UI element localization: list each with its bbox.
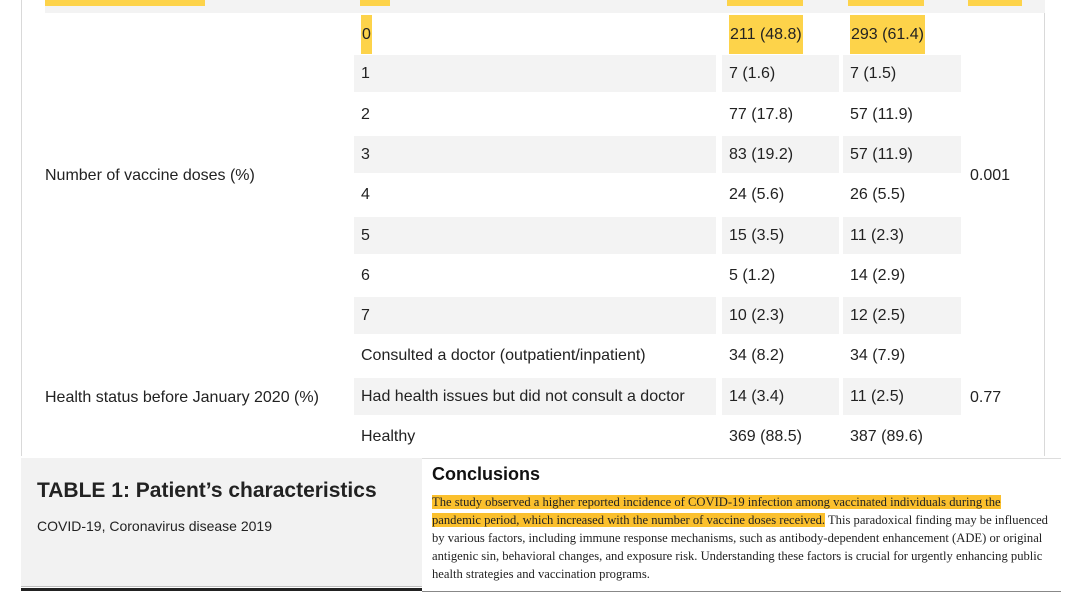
category-cell	[354, 217, 716, 254]
partial-highlight	[848, 0, 924, 6]
value-cell-group2	[843, 337, 961, 374]
value-cell-group2	[843, 257, 961, 294]
row-group-label: Number of vaccine doses (%)	[45, 167, 255, 185]
cell-text: 1	[361, 65, 370, 83]
cell-text: 3	[361, 145, 370, 163]
value-cell-group1	[722, 378, 839, 415]
cell-text: Consulted a doctor (outpatient/inpatient)	[361, 347, 646, 365]
conclusions-heading: Conclusions	[432, 464, 541, 484]
cell-text: 7 (1.5)	[850, 65, 897, 83]
cell-text: 0	[361, 15, 372, 54]
cell-text: Had health issues but did not consult a doctor	[361, 387, 685, 405]
partial-highlight	[360, 0, 390, 6]
value-cell-group2	[843, 55, 961, 92]
value-cell-group1	[722, 418, 839, 455]
value-cell-group2	[843, 176, 961, 213]
cell-text: 387 (89.6)	[850, 428, 923, 445]
p-value-cell: 0.001	[970, 167, 1011, 185]
cell-text: 369 (88.5)	[729, 428, 802, 445]
value-cell-group1	[722, 55, 839, 92]
value-cell-group2	[843, 418, 961, 455]
partial-highlight	[968, 0, 1022, 6]
cell-text: 14 (3.4)	[729, 387, 785, 405]
category-cell	[354, 55, 716, 92]
caption-title: TABLE 1: Patient’s characteristics	[37, 479, 377, 502]
cell-text: 77 (17.8)	[729, 105, 794, 123]
conclusions-rest-text: This paradoxical finding may be influenced by various factors, including immune response mechanisms, such as antibody-dependent enhancement (ADE) or original antigenic sin, behavioral changes, and exposure risk. Understanding these factors is crucial for urgently enhancing public health strategies and vaccination programs.	[432, 513, 1048, 581]
value-cell-group1	[722, 257, 839, 294]
cell-text: 5	[361, 226, 370, 244]
value-cell-group1	[722, 136, 839, 173]
cell-text: 7	[361, 307, 370, 325]
category-cell	[354, 378, 716, 415]
cell-text: 34 (8.2)	[729, 347, 785, 365]
value-cell-group2	[843, 136, 961, 173]
cell-text: 26 (5.5)	[850, 186, 906, 204]
value-cell-group1	[722, 96, 839, 133]
category-cell	[354, 337, 716, 374]
value-cell-group2	[843, 217, 961, 254]
cell-text: 7 (1.6)	[729, 65, 776, 83]
value-cell-group2	[843, 378, 961, 415]
cell-text: 10 (2.3)	[729, 307, 785, 325]
cell-text: 34 (7.9)	[850, 347, 906, 365]
cell-text: 83 (19.2)	[729, 145, 794, 163]
row-group-label: Health status before January 2020 (%)	[45, 388, 319, 406]
value-cell-group1	[722, 217, 839, 254]
value-cell-group1	[722, 297, 839, 334]
partial-highlight	[727, 0, 803, 6]
cell-text: 211 (48.8)	[729, 15, 803, 54]
conclusions-highlighted-text: The study observed a higher reported incidence of COVID-19 infection among vaccinated individuals during the pandemic period, which increased with the number of vaccine doses received.	[432, 495, 1001, 527]
cell-text: 293 (61.4)	[850, 15, 925, 54]
category-cell	[354, 96, 716, 133]
cell-text: 24 (5.6)	[729, 186, 785, 204]
cell-text: Healthy	[361, 428, 416, 445]
value-cell-group2	[843, 297, 961, 334]
category-cell	[354, 176, 716, 213]
cell-text: 57 (11.9)	[850, 145, 913, 163]
cell-text: 57 (11.9)	[850, 105, 913, 123]
category-cell	[354, 15, 716, 52]
cell-text: 2	[361, 105, 370, 123]
table-caption	[21, 458, 422, 587]
partial-highlight	[45, 0, 205, 6]
p-value-cell: 0.77	[970, 388, 1002, 406]
cell-text: 11 (2.3)	[850, 226, 904, 244]
value-cell-group2	[843, 15, 961, 52]
category-cell	[354, 418, 716, 455]
category-cell	[354, 136, 716, 173]
value-cell-group1	[722, 15, 839, 52]
cell-text: 15 (3.5)	[729, 226, 785, 244]
cell-text: 14 (2.9)	[850, 266, 906, 284]
conclusions-section	[422, 458, 1061, 592]
cell-text: 6	[361, 266, 370, 284]
value-cell-group2	[843, 96, 961, 133]
conclusions-text	[432, 493, 1052, 583]
cell-text: 4	[361, 186, 370, 204]
value-cell-group1	[722, 337, 839, 374]
cell-text: 12 (2.5)	[850, 307, 906, 325]
category-cell	[354, 297, 716, 334]
value-cell-group1	[722, 176, 839, 213]
category-cell	[354, 257, 716, 294]
caption-abbreviation-note: COVID-19, Coronavirus disease 2019	[37, 518, 273, 534]
cell-text: 5 (1.2)	[729, 266, 776, 284]
cell-text: 11 (2.5)	[850, 387, 904, 405]
